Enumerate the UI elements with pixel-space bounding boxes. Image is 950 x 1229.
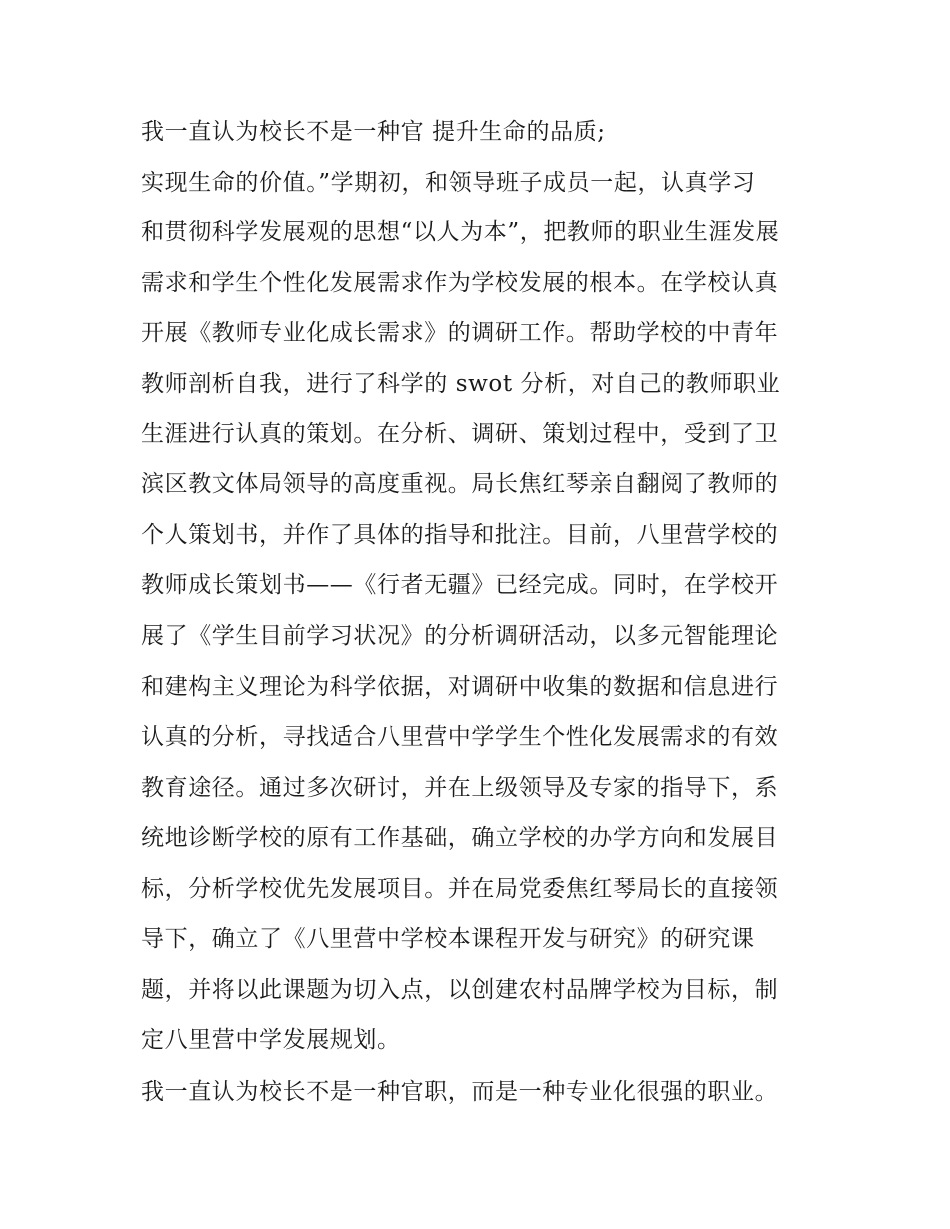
text-line: 标，分析学校优先发展项目。并在局党委焦红琴局长的直接领 <box>141 876 779 902</box>
text-line: 生涯进行认真的策划。在分析、调研、策划过程中，受到了卫 <box>141 421 779 447</box>
text-line: 教育途径。通过多次研讨，并在上级领导及专家的指导下，系 <box>141 775 779 801</box>
text-line: 导下，确立了《八里营中学校本课程开发与研究》的研究课 <box>141 926 755 952</box>
text-line: 统地诊断学校的原有工作基础，确立学校的办学方向和发展目 <box>141 825 779 851</box>
text-line: 教师剖析自我，进行了科学的 swot 分析，对自己的教师职业 <box>141 371 781 397</box>
text-line: 实现生命的价值。”学期初，和领导班子成员一起，认真学习 <box>141 170 756 196</box>
text-line: 需求和学生个性化发展需求作为学校发展的根本。在学校认真 <box>141 270 779 296</box>
text-line: 开展《教师专业化成长需求》的调研工作。帮助学校的中青年 <box>141 320 779 346</box>
text-line: 和贯彻科学发展观的思想“以人为本”，把教师的职业生涯发展 <box>141 219 780 245</box>
text-line: 和建构主义理论为科学依据，对调研中收集的数据和信息进行 <box>141 674 779 700</box>
text-line: 定八里营中学发展规划。 <box>141 1027 401 1053</box>
text-line: 我一直认为校长不是一种官职，而是一种专业化很强的职业。 <box>141 1079 779 1105</box>
text-line: 认真的分析，寻找适合八里营中学学生个性化发展需求的有效 <box>141 724 779 750</box>
text-line: 滨区教文体局领导的高度重视。局长焦红琴亲自翻阅了教师的 <box>141 471 779 497</box>
text-line: 我一直认为校长不是一种官 提升生命的品质; <box>141 119 606 145</box>
text-line: 展了《学生目前学习状况》的分析调研活动，以多元智能理论 <box>141 623 779 649</box>
text-line: 教师成长策划书——《行者无疆》已经完成。同时，在学校开 <box>141 572 779 598</box>
text-line: 题，并将以此课题为切入点，以创建农村品牌学校为目标，制 <box>141 977 779 1003</box>
text-line: 个人策划书，并作了具体的指导和批注。目前，八里营学校的 <box>141 522 779 548</box>
